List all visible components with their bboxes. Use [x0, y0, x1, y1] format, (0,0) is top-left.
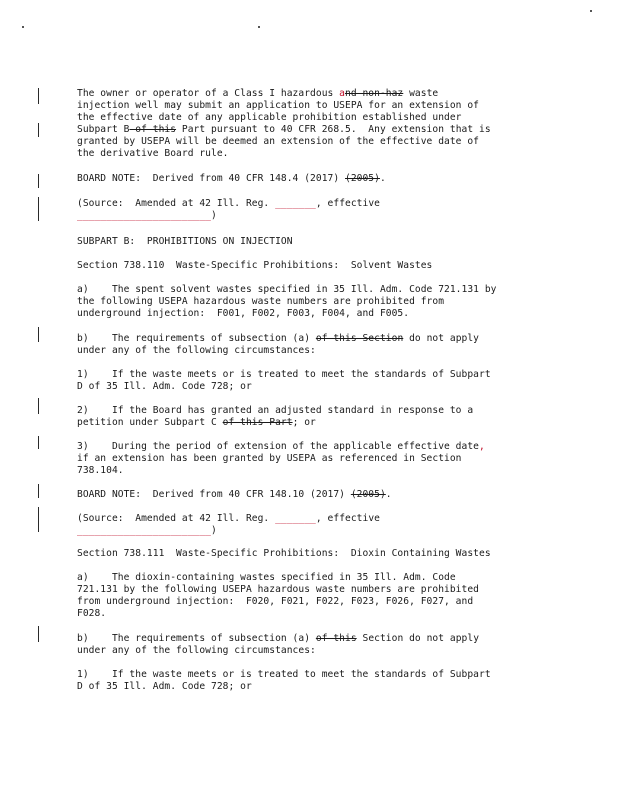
text-segment: b) The requirements of subsection (a)	[77, 333, 316, 344]
deleted-text: (2005)	[350, 489, 386, 500]
text-line	[77, 525, 217, 537]
text-line	[77, 148, 228, 160]
text-segment: 3) During the period of extension of the applicable effective date	[77, 441, 479, 452]
change-bar	[38, 197, 39, 221]
change-bar	[38, 484, 39, 498]
text-segment: under any of the following circumstances:	[77, 645, 316, 656]
change-bar	[38, 123, 39, 137]
text-line	[77, 513, 380, 525]
text-segment: (Source: Amended at 42 Ill. Reg.	[77, 198, 276, 209]
text-line	[77, 260, 432, 272]
text-segment: BOARD NOTE: Derived from 40 CFR 148.4 (2017)	[77, 173, 345, 184]
inserted-text: ,	[479, 441, 485, 452]
text-segment: 1) If the waste meets or is treated to meet the standards of Subpart	[77, 669, 491, 680]
deleted-text: of this Part	[222, 417, 293, 428]
text-segment: Section do not apply	[356, 633, 480, 644]
scan-speck	[258, 26, 260, 28]
text-segment: (Source: Amended at 42 Ill. Reg.	[77, 513, 276, 524]
text-line	[77, 236, 293, 248]
text-line	[77, 88, 438, 100]
deleted-text: of this	[315, 633, 357, 644]
text-segment: from underground injection: F020, F021, F022, F023, F026, F027, and	[77, 596, 474, 607]
text-line	[77, 210, 217, 222]
change-bar	[38, 507, 39, 532]
text-segment: .	[385, 489, 392, 500]
text-line	[77, 369, 491, 381]
text-line	[77, 596, 473, 608]
text-segment: injection well may submit an application to USEPA for an extension of	[77, 100, 479, 111]
change-bar	[38, 88, 39, 104]
text-segment: the effective date of any applicable prohibition established under	[77, 112, 462, 123]
text-line	[77, 608, 106, 620]
text-segment: , effective	[315, 198, 380, 209]
inserted-text: _______________________	[77, 210, 211, 221]
deleted-text: of this	[129, 124, 177, 135]
change-bar	[38, 626, 39, 642]
text-segment: Subpart B	[77, 124, 130, 135]
text-segment: under any of the following circumstances:	[77, 345, 316, 356]
text-segment: 738.104.	[77, 465, 124, 476]
inserted-text: _______	[275, 513, 316, 524]
text-line	[77, 417, 316, 429]
text-segment: Section 738.111 Waste-Specific Prohibitions: Dioxin Containing Wastes	[77, 548, 491, 559]
text-segment: F028.	[77, 608, 107, 619]
text-segment: The owner or operator of a Class I hazardous	[77, 88, 340, 99]
text-segment: Part pursuant to 40 CFR 268.5. Any extension that is	[176, 124, 491, 135]
text-line	[77, 572, 456, 584]
text-line	[77, 645, 316, 657]
scan-speck	[22, 26, 24, 28]
text-segment: D of 35 Ill. Adm. Code 728; or	[77, 381, 252, 392]
text-line	[77, 489, 392, 501]
text-line	[77, 284, 496, 296]
text-segment: the derivative Board rule.	[77, 148, 229, 159]
text-segment: waste	[403, 88, 439, 99]
change-bar	[38, 398, 39, 414]
text-segment: Section 738.110 Waste-Specific Prohibitions: Solvent Wastes	[77, 260, 433, 271]
text-line	[77, 198, 380, 210]
text-segment: granted by USEPA will be deemed an extension of the effective date of	[77, 136, 479, 147]
deleted-text: (2005)	[345, 173, 380, 184]
text-line	[77, 381, 252, 393]
text-line	[77, 405, 473, 417]
text-segment: 2) If the Board has granted an adjusted standard in response to a	[77, 405, 474, 416]
text-line	[77, 112, 462, 124]
text-segment: )	[211, 210, 217, 221]
text-segment: underground injection: F001, F002, F003, F004, and F005.	[77, 308, 410, 319]
text-line	[77, 441, 485, 453]
text-line	[77, 136, 479, 148]
text-segment: BOARD NOTE: Derived from 40 CFR 148.10 (2017)	[77, 489, 351, 500]
text-segment: petition under Subpart C	[77, 417, 223, 428]
change-bar	[38, 174, 39, 188]
text-segment: , effective	[315, 513, 380, 524]
text-line	[77, 308, 409, 320]
deleted-text: nd non-haz	[345, 88, 404, 99]
text-line	[77, 453, 462, 465]
text-line	[77, 633, 479, 645]
text-segment: do not apply	[403, 333, 480, 344]
text-line	[77, 548, 491, 560]
text-line	[77, 345, 316, 357]
text-line	[77, 100, 479, 112]
inserted-text: _______	[275, 198, 316, 209]
text-line	[77, 173, 386, 185]
inserted-text: a	[339, 88, 345, 99]
text-segment: a) The spent solvent wastes specified in 35 Ill. Adm. Code 721.131 by	[77, 284, 497, 295]
text-line	[77, 465, 124, 477]
text-segment: 1) If the waste meets or is treated to meet the standards of Subpart	[77, 369, 491, 380]
scan-speck	[590, 10, 592, 12]
text-segment: a) The dioxin-containing wastes specified in 35 Ill. Adm. Code	[77, 572, 456, 583]
text-line	[77, 296, 444, 308]
text-segment: )	[211, 525, 217, 536]
text-line	[77, 669, 491, 681]
change-bar	[38, 327, 39, 342]
text-segment: the following USEPA hazardous waste numbers are prohibited from	[77, 296, 445, 307]
text-segment: SUBPART B: PROHIBITIONS ON INJECTION	[77, 236, 293, 247]
text-segment: if an extension has been granted by USEPA as referenced in Section	[77, 453, 462, 464]
text-line	[77, 124, 491, 136]
text-line	[77, 333, 479, 345]
text-segment: ; or	[292, 417, 316, 428]
change-bar	[38, 436, 39, 449]
text-line	[77, 681, 252, 693]
inserted-text: _______________________	[77, 525, 211, 536]
text-segment: .	[379, 173, 386, 184]
text-segment: b) The requirements of subsection (a)	[77, 633, 316, 644]
text-segment: D of 35 Ill. Adm. Code 728; or	[77, 681, 252, 692]
deleted-text: of this Section	[315, 333, 404, 344]
text-line	[77, 584, 479, 596]
text-segment: 721.131 by the following USEPA hazardous waste numbers are prohibited	[77, 584, 479, 595]
